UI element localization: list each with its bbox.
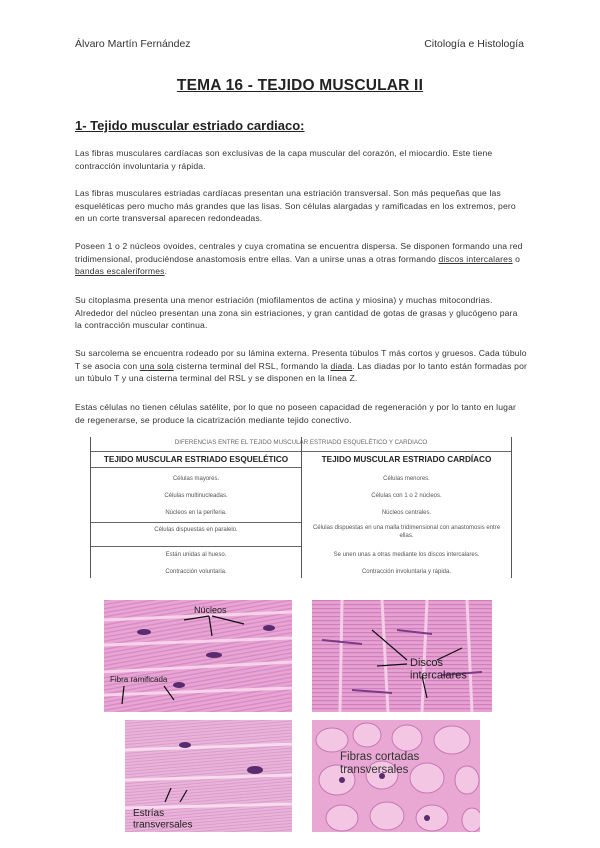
table-cell: Contracción involuntaria y rápida. — [361, 569, 452, 575]
section-title: 1- Tejido muscular estriado cardiaco: — [75, 118, 305, 133]
table-cell: Células dispuestas en paralelo. — [154, 527, 238, 533]
header-subject: Citología e Histología — [424, 38, 524, 50]
table-header-cardiac: TEJIDO MUSCULAR ESTRIADO CARDÍACO — [321, 455, 492, 464]
micrograph-intercalated-discs — [312, 600, 492, 712]
table-cell: Están unidas al hueso. — [165, 552, 227, 558]
paragraph-5-text: Su sarcolema se encuentra rodeado por su lámina externa. Presenta túbulos T más cortos y gruesos. Cada túbulo T se asocia con — [75, 348, 527, 371]
paragraph-1: Las fibras musculares cardíacas son exclusivas de la capa muscular del corazón, el miocardio. Este tiene contracción involuntaria y rápida. — [75, 148, 493, 171]
table-cell: Células multinucleadas. — [164, 493, 228, 499]
term-diada: diada — [330, 360, 353, 371]
comparison-table — [90, 437, 512, 578]
term-bandas-escaleriformes: bandas escaleriformes — [75, 266, 165, 277]
term-discos-intercalares: discos intercalares — [438, 253, 513, 264]
table-rule — [91, 522, 301, 523]
table-cell: Células dispuestas en una malla tridimensional con anastomosis entre ellas. — [312, 525, 501, 539]
table-cell: Células con 1 o 2 núcleos. — [371, 493, 442, 499]
micrograph-transverse-fibers — [312, 720, 480, 832]
table-cell: Se unen unas a otras mediante los discos intercalares. — [333, 552, 480, 558]
micrograph-transverse-striations — [125, 720, 292, 832]
table-cell: Células mayores. — [172, 476, 220, 482]
header-author: Álvaro Martín Fernández — [75, 38, 191, 50]
paragraph-3-text: o — [512, 253, 520, 264]
label-line: Fibras cortadas — [340, 751, 420, 763]
table-column-skeletal — [91, 437, 301, 578]
paragraph-5-text: cisterna terminal del RSL, formando la — [173, 360, 331, 371]
table-header-skeletal: TEJIDO MUSCULAR ESTRIADO ESQUELÉTICO — [103, 455, 289, 464]
paragraph-5 — [75, 347, 527, 385]
label-line: Estrías — [133, 808, 165, 819]
paragraph-5-text: . Las diadas por lo tanto están formadas por un túbulo T y una cisterna terminal del RSL y se disponen en la línea Z. — [75, 360, 528, 384]
table-column-cardiac — [301, 437, 511, 578]
table-caption: DIFERENCIAS ENTRE EL TEJIDO MUSCULAR ESTRIADO ESQUELÉTICO Y CARDIACO — [174, 439, 428, 446]
paragraph-3-text: . — [164, 266, 168, 277]
label-nucleos: Núcleos — [194, 605, 227, 615]
paragraph-3-text: Poseen 1 o 2 núcleos ovoides, centrales y cuya cromatina se encuentra dispersa. Se disponen formando una red tridimensional, produciéndose anastomosis entre ellas. Van a unirse unas a otras formando — [75, 241, 523, 264]
label-line: transversales — [133, 819, 193, 831]
table-cell: Núcleos centrales. — [381, 510, 432, 516]
paragraph-6: Estas células no tienen células satélite, por lo que no poseen capacidad de regeneración y por lo tanto en lugar de regenerarse, se produce la cicatrización mediante tejido conectivo. — [75, 402, 517, 425]
table-cell: Contracción voluntaria. — [165, 569, 227, 575]
table-cell: Núcleos en la periferia. — [165, 510, 227, 516]
paragraph-2: Las fibras musculares estriadas cardíacas presentan una estriación transversal. Son más pequeñas que las esqueléticas pero mucho más grandes que las lisas. Son células alargadas y ramificadas en los extremos, pero en un corte transversal aparecen redondeadas. — [75, 188, 516, 224]
table-rule — [91, 546, 301, 547]
table-rule — [91, 467, 301, 468]
paragraph-4: Su citoplasma presenta una menor estriación (miofilamentos de actina y miosina) y muchas mitocondrias. Alrededor del núcleo presentan una zona sin estriaciones, y gran cantidad de gotas de grasas y glucógeno para la contracción muscular continua. — [75, 295, 518, 331]
table-cell: Células menores. — [383, 476, 430, 482]
label-fibra-ramificada: Fibra ramificada — [110, 675, 168, 684]
term-una-sola: una sola — [139, 360, 174, 371]
micrograph-cardiac-longitudinal — [104, 600, 292, 712]
page-title: TEMA 16 - TEJIDO MUSCULAR II — [176, 77, 424, 94]
label-line: intercalares — [410, 669, 467, 682]
label-line: Discos — [410, 657, 444, 669]
label-line: transversales — [340, 764, 409, 777]
paragraph-3 — [75, 240, 527, 278]
